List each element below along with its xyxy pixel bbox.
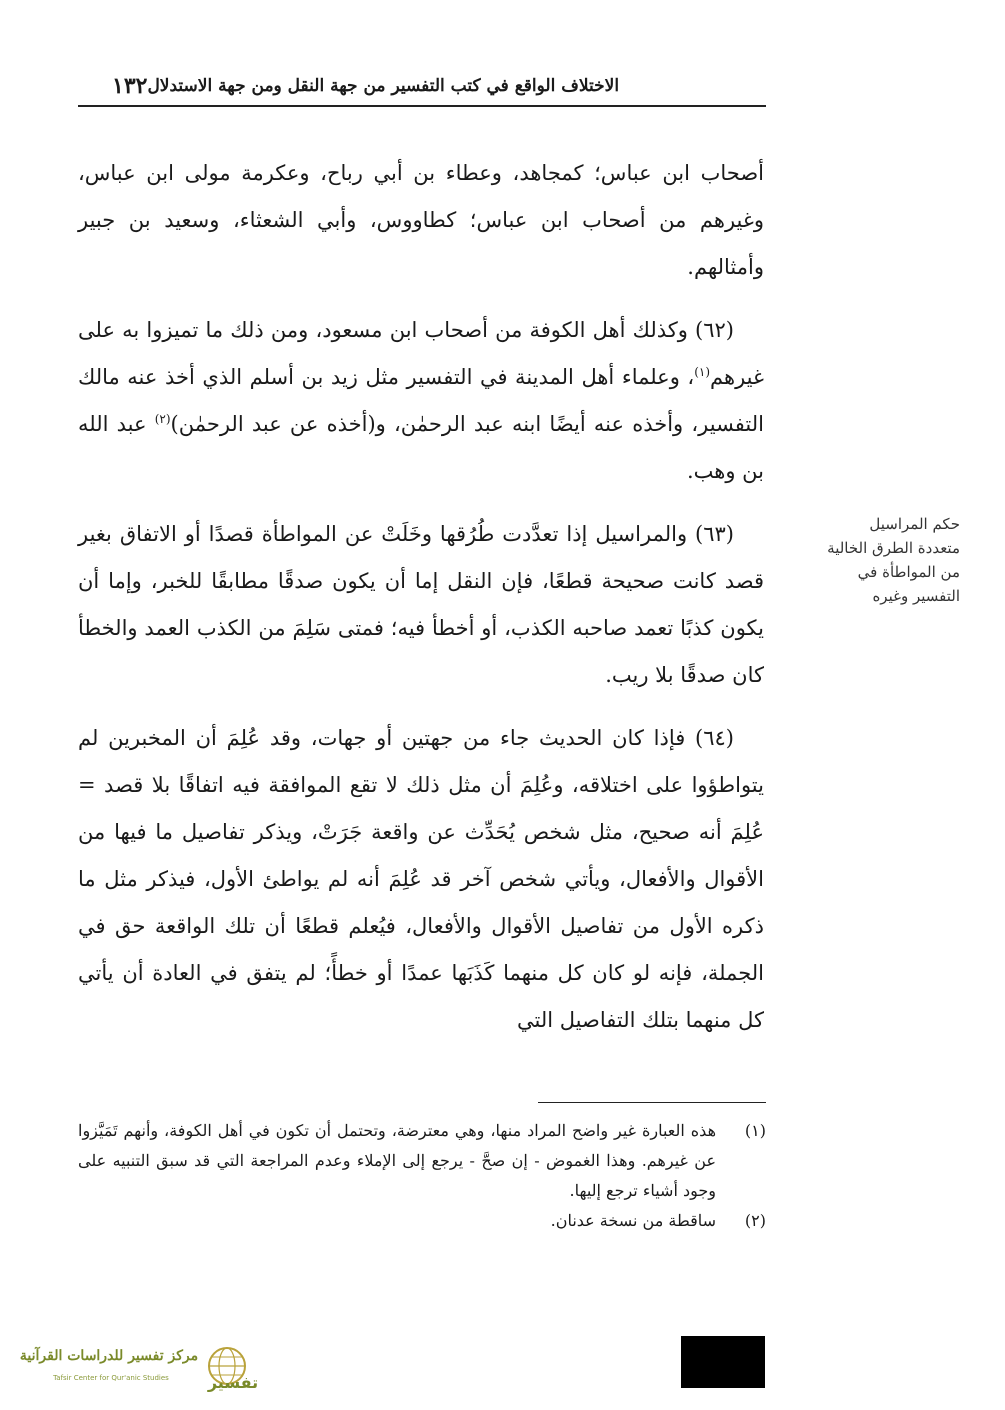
page-number: ١٣٢ <box>112 73 148 99</box>
paragraph-63: (٦٣) والمراسيل إذا تعدَّدت طُرُقها وخَلَتْ عن المواطأة قصدًا أو الاتفاق بغير قصد كانت صحيحة قطعًا، فإن النقل إما أن يكون صدقًا مطابقًا للخبر، وإما أن يكون كذبًا تعمد صاحبه الكذب، أو أخطأ فيه؛ فمتى سَلِمَ من الكذب العمد والخطأ كان صدقًا بلا ريب. <box>78 522 764 687</box>
paragraph-62-part-b: ، وعلماء أهل المدينة في التفسير مثل زيد بن أسلم الذي أخذ عنه مالك التفسير، وأخذه عنه أيضًا ابنه عبد الرحمٰن، و(أخذه عن عبد الرحمٰن) <box>78 365 765 436</box>
paragraph-62-part-a: (٦٢) وكذلك أهل الكوفة من أصحاب ابن مسعود، ومن ذلك ما تميزوا به على غيرهم <box>78 318 764 389</box>
publisher-logo <box>14 1344 264 1394</box>
margin-note-line: حكم المراسيل <box>869 515 960 533</box>
footnotes <box>78 1116 766 1236</box>
header-rule <box>78 105 766 107</box>
margin-note-line: من المواطأة في <box>857 563 960 581</box>
page-header <box>78 68 766 104</box>
logo-wordmark: مركز تفسير للدراسات القرآنية <box>19 1348 199 1364</box>
footnote-text: ساقطة من نسخة عدنان. <box>550 1211 716 1230</box>
globe-emblem-icon <box>199 1344 263 1392</box>
logo-subtitle: Tafsir Center for Qur'anic Studies <box>53 1374 169 1382</box>
paragraph-62-part-c: عبد الله بن وهب. <box>78 412 764 483</box>
footnote-rule <box>538 1102 766 1103</box>
logo-emblem-text: تفسير <box>207 1373 259 1392</box>
footnote-ref-2[interactable]: (٢) <box>154 412 171 426</box>
footnote-ref-1[interactable]: (١) <box>694 365 711 379</box>
footnote-1 <box>78 1116 766 1206</box>
margin-note-line: التفسير وغيره <box>872 587 960 605</box>
footnote-number: (٢) <box>744 1211 766 1230</box>
margin-note-line: متعددة الطرق الخالية <box>827 539 960 557</box>
paragraph-62 <box>78 307 764 495</box>
redaction-block <box>681 1336 765 1388</box>
main-text <box>78 150 764 1060</box>
paragraph-64: (٦٤) فإذا كان الحديث جاء من جهتين أو جهات، وقد عُلِمَ أن المخبرين لم يتواطؤوا على اختلاقه، وعُلِمَ أن مثل ذلك لا تقع الموافقة فيه اتفاقًا بلا قصد = عُلِمَ أنه صحيح، مثل شخص يُحَدِّث عن واقعة جَرَتْ، ويذكر تفاصيل ما فيها من الأقوال والأفعال، ويأتي شخص آخر قد عُلِمَ أنه لم يواطئ الأول، فيذكر مثل ما ذكره الأول من تفاصيل الأقوال والأفعال، فيُعلم قطعًا أن تلك الواقعة حق في الجملة، فإنه لو كان كل منهما كَذَبَها عمدًا أو خطأً؛ لم يتفق في العادة أن يأتي كل منهما بتلك التفاصيل التي <box>78 726 764 1032</box>
footnote-2 <box>78 1206 766 1236</box>
margin-note <box>810 512 960 608</box>
running-title: الاختلاف الواقع في كتب التفسير من جهة النقل ومن جهة الاستدلال <box>147 76 620 96</box>
footnote-number: (١) <box>744 1121 766 1140</box>
footnote-text: هذه العبارة غير واضح المراد منها، وهي معترضة، وتحتمل أن تكون في أهل الكوفة، وأنهم تَمَيَّزوا عن غيرهم. وهذا الغموض - إن صحَّ - يرجع إلى الإملاء وعدم المراجعة التي قد سبق التنبيه على وجود أشياء ترجع إليها. <box>78 1121 717 1200</box>
paragraph-1: أصحاب ابن عباس؛ كمجاهد، وعطاء بن أبي رباح، وعكرمة مولى ابن عباس، وغيرهم من أصحاب ابن عباس؛ كطاووس، وأبي الشعثاء، وسعيد بن جبير وأمثالهم. <box>78 161 764 279</box>
